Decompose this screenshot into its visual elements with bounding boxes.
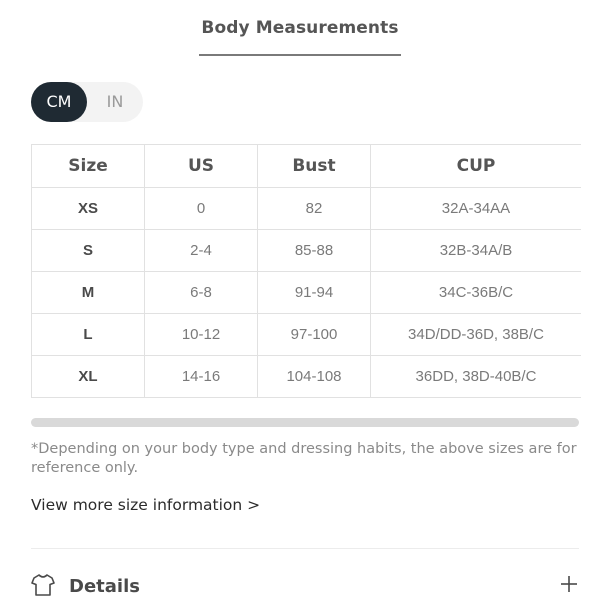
table-row xyxy=(32,314,582,356)
bust-cell: 85-88 xyxy=(258,230,371,272)
us-cell: 2-4 xyxy=(145,230,258,272)
cup-cell: 36DD, 38D-40B/C xyxy=(371,356,582,398)
bust-cell: 97-100 xyxy=(258,314,371,356)
column-header-us: US xyxy=(145,145,258,188)
details-accordion[interactable] xyxy=(31,572,579,600)
table-row xyxy=(32,356,582,398)
cup-cell: 32B-34A/B xyxy=(371,230,582,272)
size-cell: S xyxy=(32,230,145,272)
column-header-size: Size xyxy=(32,145,145,188)
us-cell: 10-12 xyxy=(145,314,258,356)
unit-toggle xyxy=(31,82,143,122)
column-header-bust: Bust xyxy=(258,145,371,188)
table-row xyxy=(32,272,582,314)
size-cell: XL xyxy=(32,356,145,398)
view-more-size-info-link[interactable]: View more size information > xyxy=(31,496,261,514)
cup-cell: 32A-34AA xyxy=(371,188,582,230)
column-header-cup: CUP xyxy=(371,145,582,188)
size-cell: M xyxy=(32,272,145,314)
table-header-row xyxy=(32,145,582,188)
cup-cell: 34D/DD-36D, 38B/C xyxy=(371,314,582,356)
size-table xyxy=(31,144,581,398)
bust-cell: 91-94 xyxy=(258,272,371,314)
size-disclaimer-note: *Depending on your body type and dressing habits, the above sizes are for reference only. xyxy=(31,441,577,476)
cup-cell: 34C-36B/C xyxy=(371,272,582,314)
unit-option-in[interactable]: IN xyxy=(106,92,124,111)
size-cell: XS xyxy=(32,188,145,230)
details-label: Details xyxy=(69,576,140,597)
tshirt-icon xyxy=(31,574,55,596)
table-row xyxy=(32,188,582,230)
us-cell: 6-8 xyxy=(145,272,258,314)
us-cell: 0 xyxy=(145,188,258,230)
horizontal-scrollbar[interactable] xyxy=(31,418,579,427)
table-row xyxy=(32,230,582,272)
divider xyxy=(31,548,579,549)
bust-cell: 82 xyxy=(258,188,371,230)
tab-body-measurements[interactable]: Body Measurements xyxy=(199,18,400,56)
us-cell: 14-16 xyxy=(145,356,258,398)
size-cell: L xyxy=(32,314,145,356)
bust-cell: 104-108 xyxy=(258,356,371,398)
plus-icon[interactable] xyxy=(559,574,579,594)
unit-option-cm[interactable]: CM xyxy=(31,82,87,122)
header xyxy=(0,18,600,56)
